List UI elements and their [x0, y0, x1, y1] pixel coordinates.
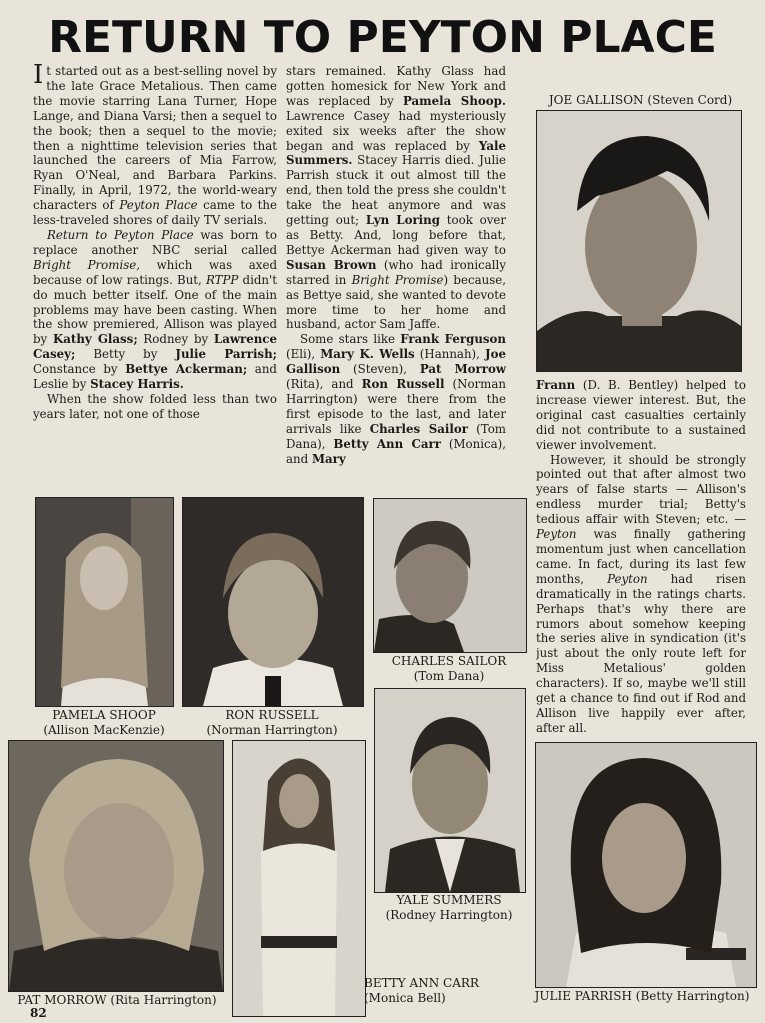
photo-joe-gallison [536, 110, 742, 372]
caption-ron-russell: RON RUSSELL (Norman Harrington) [206, 708, 338, 737]
photo-pamela-shoop [35, 497, 174, 707]
photo-charles-sailor [373, 498, 527, 653]
paragraph: It started out as a best-selling novel by the late Grace Metalious. Then came the movie starring Lana Turner, Hope Lange, and Diana Varsi; then a sequel to the book; then a sequel to the movie; then a nighttime television series that launched the careers of Mia Farrow, Ryan O'Neal, and Barbara Parkins. Finally, in April, 1972, the world-weary characters of Peyton Place came to the less-traveled shores of daily TV serials. [33, 64, 277, 228]
paragraph: Frann (D. B. Bentley) helped to increase viewer interest. But, the original cast casualties certainly did not contribute to a sustained viewer involvement. [536, 378, 746, 452]
article-headline: RETURN TO PEYTON PLACE [48, 12, 717, 63]
caption-julie-parrish: JULIE PARRISH (Betty Harrington) [534, 989, 750, 1003]
paragraph: Return to Peyton Place was born to replace another NBC serial called Bright Promise, which was axed because of low ratings. But, RTPP didn't do much better itself. One of the main problems may have been casting. When the show premiered, Allison was played by Kathy Glass; Rodney by Lawrence Casey; Betty by Julie Parrish; Constance by Bettye Ackerman; and Leslie by Stacey Harris. [33, 227, 277, 392]
paragraph: Some stars like Frank Ferguson (Eli), Mary K. Wells (Hannah), Joe Gallison (Steven), Pat Morrow (Rita), and Ron Russell (Norman Harrington) were there from the first episode to the last, and later arrivals like Charles Sailor (Tom Dana), Betty Ann Carr (Monica), and Mary [286, 332, 506, 466]
article-column-1 [33, 64, 277, 496]
paragraph: stars remained. Kathy Glass had gotten homesick for New York and was replaced by Pamela Shoop. Lawrence Casey had mysteriously exited six weeks after the show began and was replaced by Yale Summers. Stacey Harris died. Julie Parrish stuck it out almost till the end, then told the press she couldn't take the heat anymore and was getting out; Lyn Loring took over as Betty. And, long before that, Bettye Ackerman had given way to Susan Brown (who had ironically starred in Bright Promise) because, as Bettye said, she wanted to devote more time to her home and husband, actor Sam Jaffe. [286, 64, 506, 332]
drop-cap: I [33, 64, 44, 90]
article-column-3 [536, 378, 746, 740]
caption-charles-sailor: CHARLES SAILOR (Tom Dana) [391, 654, 507, 683]
paragraph: However, it should be strongly pointed out that after almost two years of false starts — Allison's endless murder trial; Betty's tedious affair with Steven; etc. — Peyton was finally gathering momentum just when cancellation came. In fact, during its last few months, Peyton had risen dramatically in the ratings charts. Perhaps that's why there are rumors about somehow keeping the series alive in syndication (it's just about the only route left for Miss Metalious' golden characters). If so, maybe we'll still get a chance to find out if Rod and Allison live happily ever after, after all. [536, 452, 746, 735]
article-column-2 [286, 64, 506, 496]
caption-joe-gallison: JOE GALLISON (Steven Cord) [548, 93, 733, 107]
photo-betty-ann-carr [232, 740, 366, 1017]
caption-yale-summers: YALE SUMMERS (Rodney Harrington) [385, 893, 513, 922]
caption-pat-morrow: PAT MORROW (Rita Harrington) [17, 993, 217, 1007]
photo-yale-summers [374, 688, 526, 893]
caption-pamela-shoop: PAMELA SHOOP (Allison MacKenzie) [43, 708, 165, 737]
page-number: 82 [30, 1006, 47, 1020]
photo-julie-parrish [535, 742, 757, 988]
photo-pat-morrow [8, 740, 224, 992]
photo-ron-russell [182, 497, 364, 707]
caption-betty-ann-carr: BETTY ANN CARR (Monica Bell) [364, 976, 479, 1005]
paragraph: When the show folded less than two years later, not one of those [33, 391, 277, 421]
